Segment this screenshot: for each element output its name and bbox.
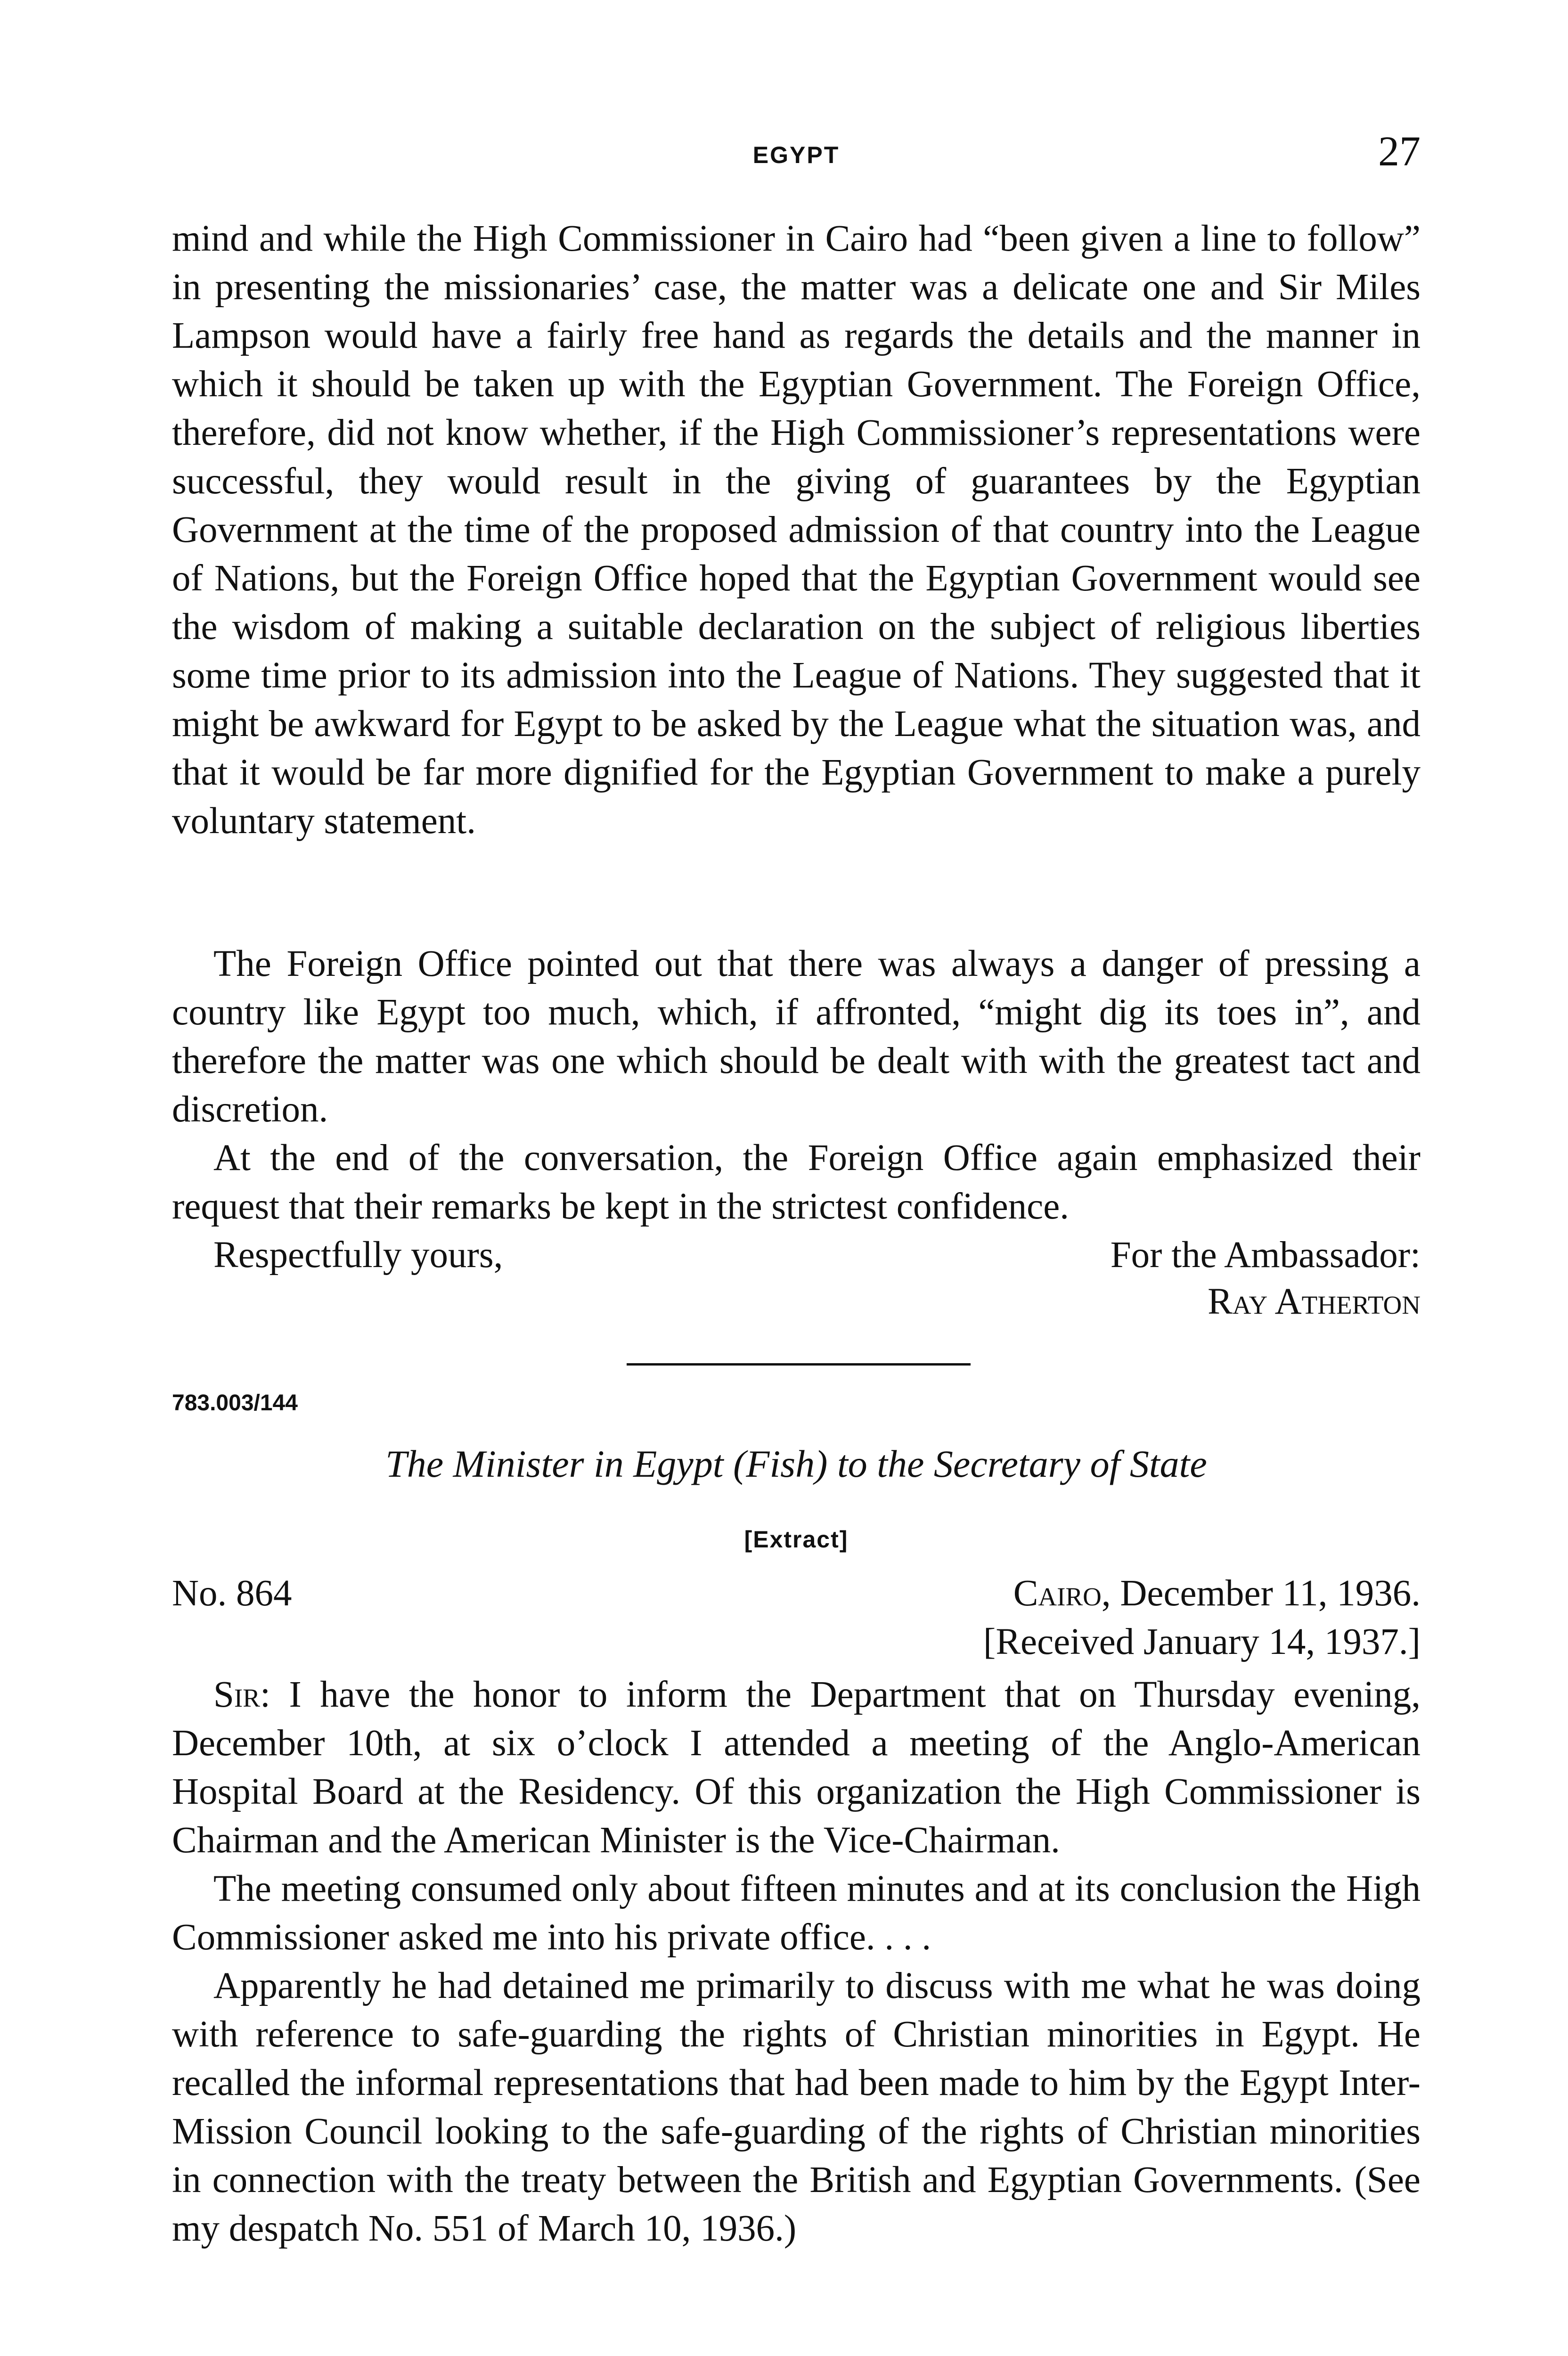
paragraph-apparently: Apparently he had detained me primarily to discuss with me what he was doing with reference to safe-guarding the rights of Christian minorities in Egypt. He recalled the informal representations that had been made to him by the Egypt Inter-Mission Council looking to the safe-guarding of the rights of Christian minorities in connection with the treaty between the British and Egyptian Governments. (See my despatch No. 551 of March 10, 1936.) [172,1965,1421,2249]
file-number: 783.003/144 [172,1391,298,1415]
paragraph-end-of-conversation: At the end of the conversation, the Foreign Office again emphasized their request that their remarks be kept in the strictest confidence. [172,1137,1421,1227]
paragraph-continued: mind and while the High Commissioner in Cairo had “been given a line to follow” in presenting the missionaries’ case, the matter was a delicate one and Sir Miles Lampson would have a fairly free hand as regards the details and the manner in which it should be taken up with the Egyptian Government. The Foreign Office, therefore, did not know whether, if the High Commissioner’s representations were successful, they would result in the giving of guarantees by the Egyptian Government at the time of the proposed admission of that country into the League of Nations, but the Foreign Office hoped that the Egyptian Government would see the wisdom of making a suitable declaration on the subject of religious liberties some time prior to its admission into the League of Nations. They suggested that it might be awkward for Egypt to be asked by the League what the situation was, and that it would be far more dignified for the Egyptian Government to make a purely voluntary statement. [172,218,1421,842]
paragraph-meeting [172,1670,1421,1865]
dateline [172,1569,1421,1666]
signature: Ray Atherton [1208,1281,1421,1322]
paragraph-foreign-office-danger: The Foreign Office pointed out that there was always a danger of pressing a country like Egypt too much, which, if affronted, “might dig its toes in”, and therefore the matter was one which should be dealt with with the greatest tact and discretion. [172,943,1421,1130]
page-header [172,127,1421,179]
closing-line [172,1231,1421,1279]
place-date [1013,1569,1421,1618]
received-date: [Received January 14, 1937.] [983,1621,1421,1662]
extract-label: [Extract] [744,1526,849,1553]
despatch-number: No. 864 [172,1573,292,1614]
document-title: The Minister in Egypt (Fish) to the Secretary of State [385,1442,1207,1485]
running-head: EGYPT [752,142,840,168]
signature-block [172,1281,1421,1329]
date: , December 11, 1936. [1101,1573,1421,1614]
place: Cairo [1013,1573,1102,1614]
paragraph-meeting-consumed: The meeting consumed only about fifteen minutes and at its conclusion the High Commissioner asked me into his private office. . . . [172,1868,1421,1958]
for-ambassador-line: For the Ambassador: [1110,1235,1421,1276]
page-number: 27 [1378,128,1421,175]
complimentary-close: Respectfully yours, [213,1235,503,1276]
section-divider [627,1363,971,1366]
salutation: Sir [213,1674,260,1715]
paragraph-meeting-text: : I have the honor to inform the Department that on Thursday evening, December 10th, at six o’clock I attended a meeting of the Anglo-American Hospital Board at the Residency. Of this organization the High Commissioner is Chairman and the American Minister is the Vice-Chairman. [172,1674,1421,1861]
